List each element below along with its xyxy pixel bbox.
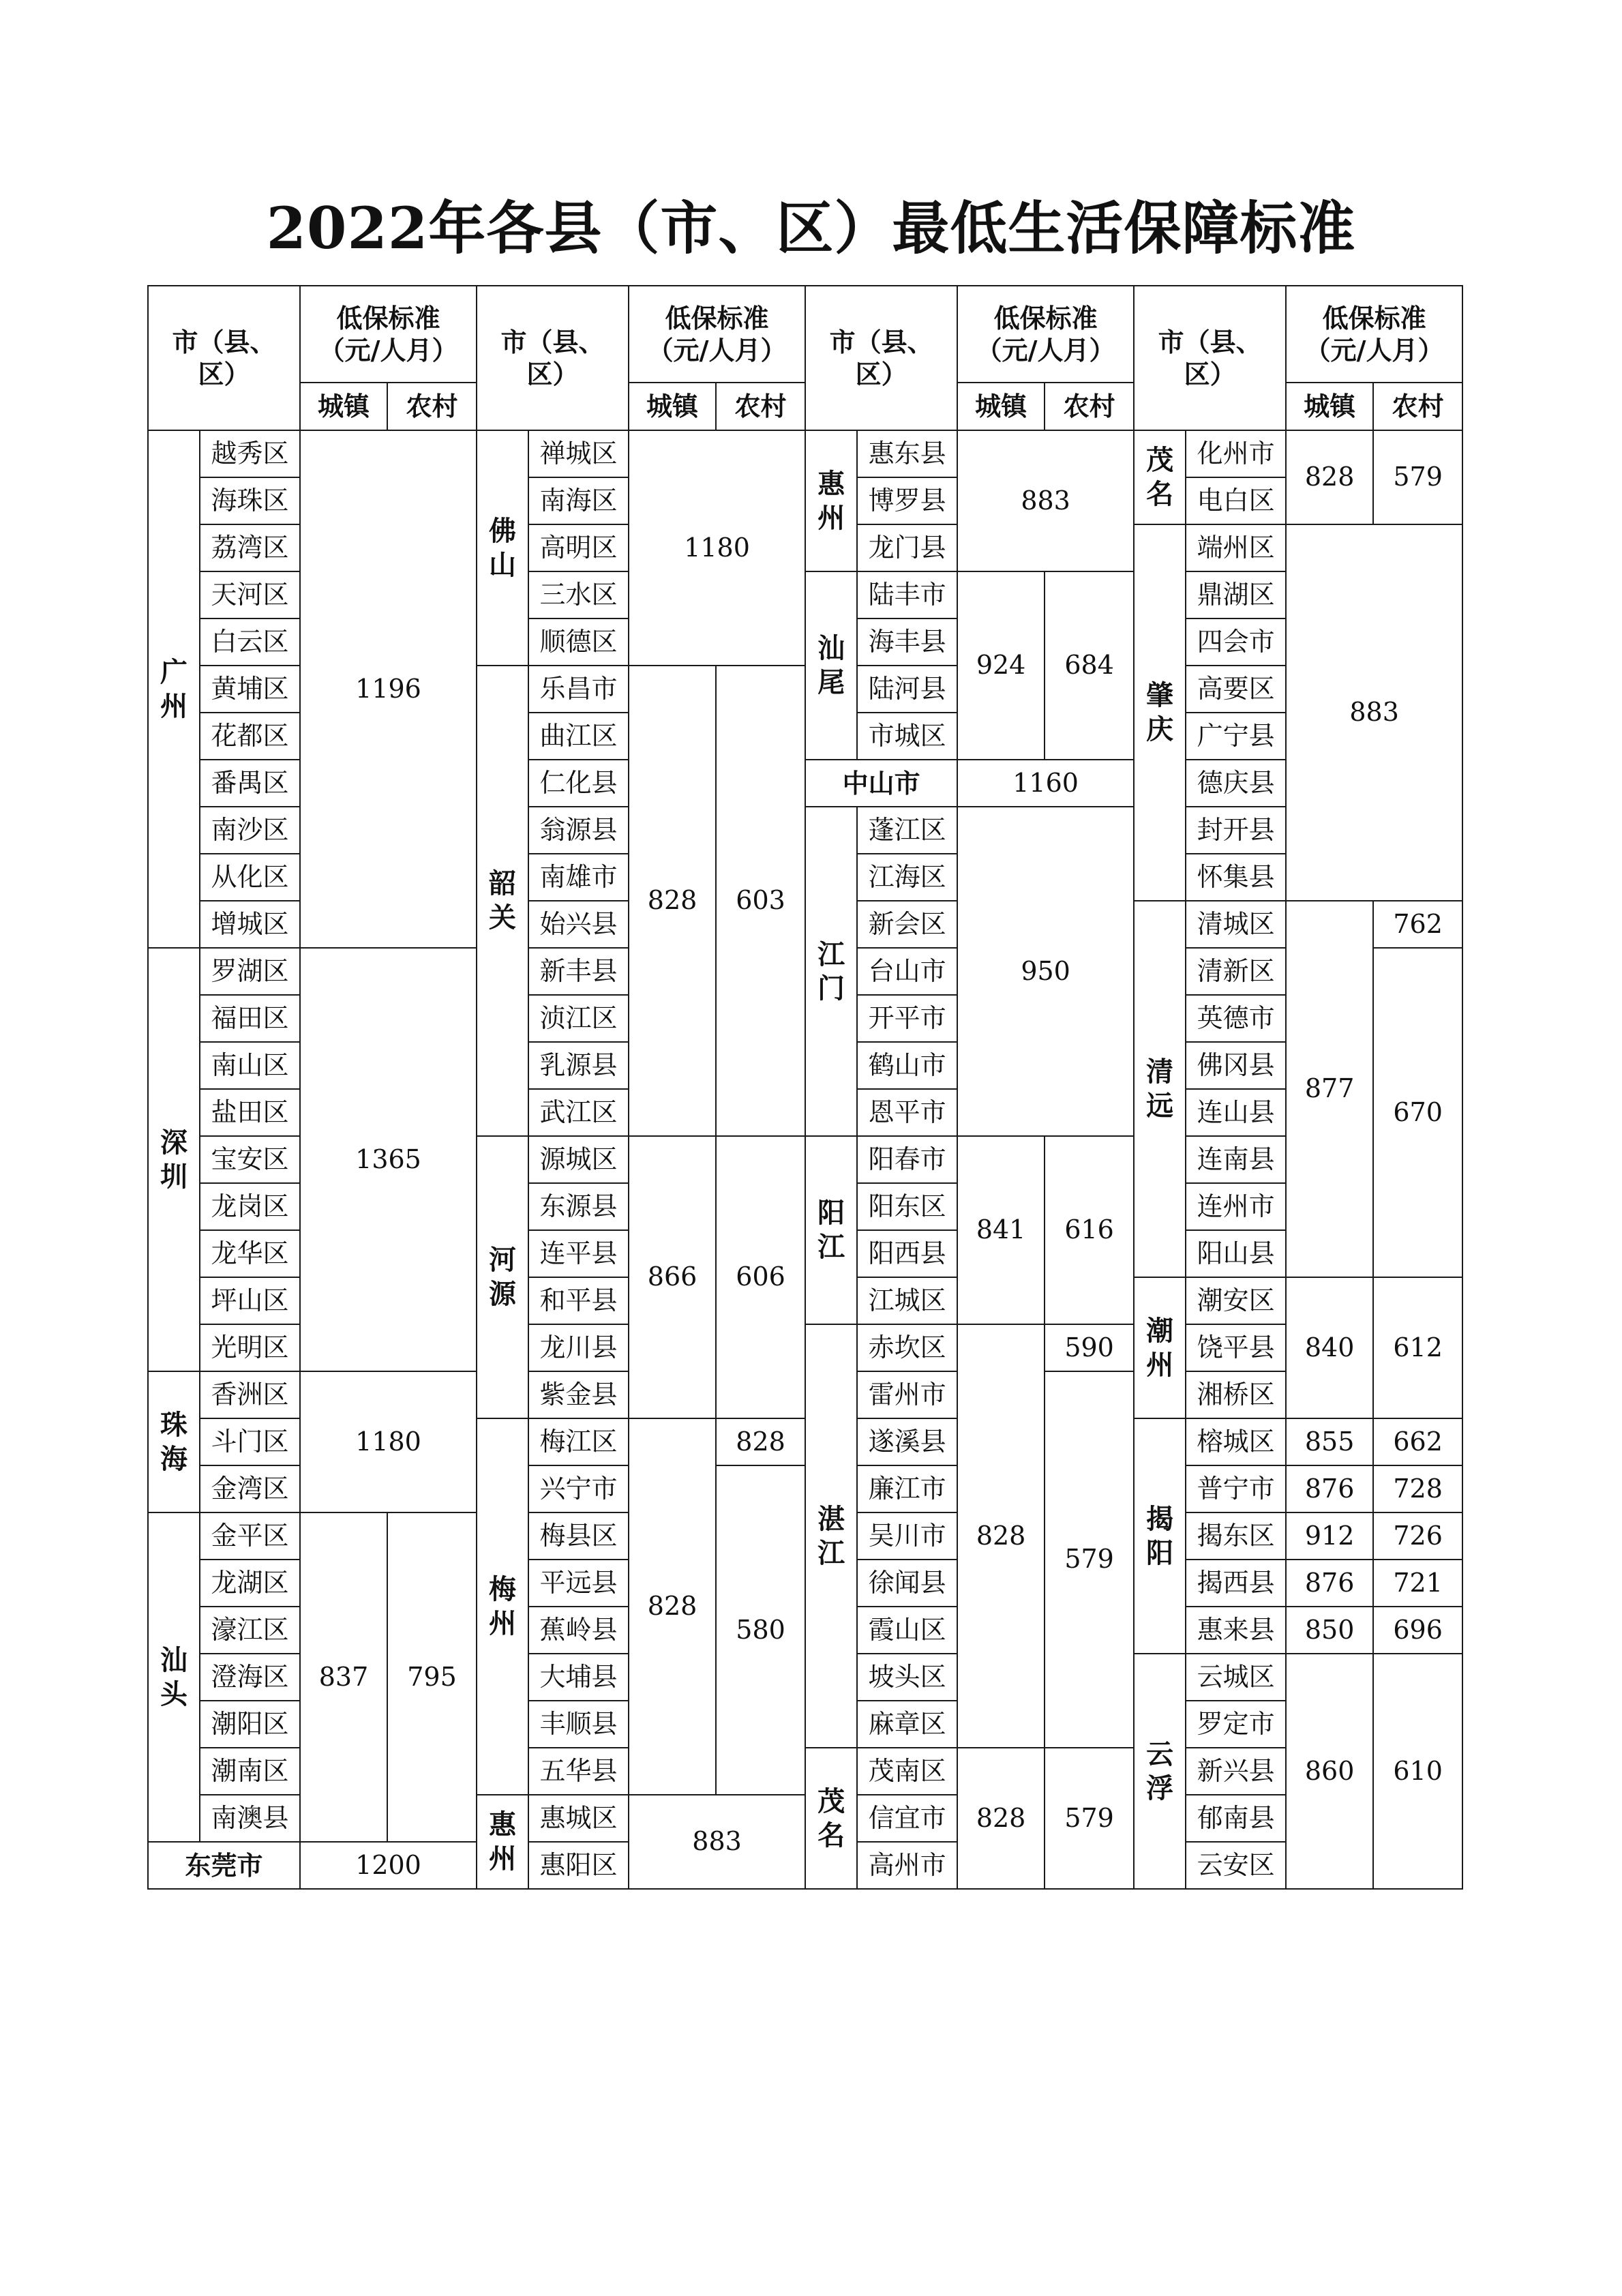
heyuan-rural: 606: [716, 1136, 805, 1418]
district-cell: 惠东县: [857, 430, 957, 477]
district-cell: 坡头区: [857, 1654, 957, 1701]
standard-header: 低保标准 （元/人月）: [957, 286, 1134, 383]
district-cell: 廉江市: [857, 1465, 957, 1512]
district-cell: 德庆县: [1186, 760, 1286, 807]
district-cell: 恩平市: [857, 1089, 957, 1136]
district-cell: 龙门县: [857, 524, 957, 571]
rural-header: 农村: [1045, 383, 1134, 430]
district-cell: 江海区: [857, 854, 957, 901]
district-cell: 曲江区: [528, 713, 629, 760]
district-cell: 罗湖区: [200, 948, 300, 995]
district-cell: 榕城区: [1186, 1418, 1286, 1465]
district-cell: 潮安区: [1186, 1277, 1286, 1324]
meizhou-urban: 828: [629, 1418, 716, 1795]
district-cell: 禅城区: [528, 430, 629, 477]
city-maoming-col3: 茂名: [805, 1748, 857, 1889]
district-cell: 端州区: [1186, 524, 1286, 571]
district-cell: 霞山区: [857, 1607, 957, 1654]
district-cell: 普宁市: [1186, 1465, 1286, 1512]
district-cell: 惠阳区: [528, 1842, 629, 1889]
district-cell: 丰顺县: [528, 1701, 629, 1748]
district-cell: 饶平县: [1186, 1324, 1286, 1371]
meijiang-rural: 828: [716, 1418, 805, 1465]
district-cell: 越秀区: [200, 430, 300, 477]
district-cell: 乳源县: [528, 1042, 629, 1089]
jieyang-rural: 696: [1373, 1607, 1462, 1654]
district-cell: 怀集县: [1186, 854, 1286, 901]
district-cell: 遂溪县: [857, 1418, 957, 1465]
district-cell: 清城区: [1186, 901, 1286, 948]
district-cell: 英德市: [1186, 995, 1286, 1042]
city-huizhou: 惠州: [805, 430, 857, 571]
district-cell: 徐闻县: [857, 1560, 957, 1607]
district-cell: 惠城区: [528, 1795, 629, 1842]
city-zhanjiang: 湛江: [805, 1324, 857, 1748]
district-cell: 连州市: [1186, 1183, 1286, 1230]
city-shantou: 汕头: [148, 1512, 200, 1842]
district-cell: 蕉岭县: [528, 1607, 629, 1654]
district-cell: 龙岗区: [200, 1183, 300, 1230]
dongguan-standard: 1200: [300, 1842, 477, 1889]
district-cell: 阳西县: [857, 1230, 957, 1277]
district-cell: 南雄市: [528, 854, 629, 901]
district-cell: 罗定市: [1186, 1701, 1286, 1748]
district-cell: 蓬江区: [857, 807, 957, 854]
shaoguan-rural: 603: [716, 666, 805, 1136]
district-cell: 龙湖区: [200, 1560, 300, 1607]
district-cell: 荔湾区: [200, 524, 300, 571]
district-cell: 高要区: [1186, 666, 1286, 713]
yangjiang-rural: 616: [1045, 1136, 1134, 1324]
district-cell: 三水区: [528, 571, 629, 618]
chaozhou-urban: 840: [1286, 1277, 1373, 1418]
jieyang-rural: 721: [1373, 1560, 1462, 1607]
standard-header: 低保标准 （元/人月）: [1286, 286, 1462, 383]
district-cell: 仁化县: [528, 760, 629, 807]
city-meizhou: 梅州: [477, 1418, 528, 1795]
district-cell: 增城区: [200, 901, 300, 948]
district-cell: 梅江区: [528, 1418, 629, 1465]
district-cell: 陆丰市: [857, 571, 957, 618]
district-cell: 斗门区: [200, 1418, 300, 1465]
district-cell: 始兴县: [528, 901, 629, 948]
district-cell: 高明区: [528, 524, 629, 571]
district-cell: 白云区: [200, 618, 300, 666]
district-cell: 广宁县: [1186, 713, 1286, 760]
rural-header: 农村: [716, 383, 805, 430]
jieyang-rural: 728: [1373, 1465, 1462, 1512]
maoming-urban-col3: 828: [957, 1748, 1045, 1889]
district-cell: 南山区: [200, 1042, 300, 1089]
district-cell: 江城区: [857, 1277, 957, 1324]
city-dongguan: 东莞市: [148, 1842, 300, 1889]
district-cell: 南澳县: [200, 1795, 300, 1842]
district-cell: 源城区: [528, 1136, 629, 1183]
district-cell: 平远县: [528, 1560, 629, 1607]
district-cell: 阳东区: [857, 1183, 957, 1230]
rural-header: 农村: [387, 383, 477, 430]
district-cell: 坪山区: [200, 1277, 300, 1324]
district-cell: 香洲区: [200, 1371, 300, 1418]
district-cell: 陆河县: [857, 666, 957, 713]
district-cell: 市城区: [857, 713, 957, 760]
district-cell: 信宜市: [857, 1795, 957, 1842]
jieyang-urban: 876: [1286, 1465, 1373, 1512]
zhaoqing-standard: 883: [1286, 524, 1462, 901]
shenzhen-standard: 1365: [300, 948, 477, 1371]
district-cell: 翁源县: [528, 807, 629, 854]
district-cell: 黄埔区: [200, 666, 300, 713]
rural-header: 农村: [1373, 383, 1462, 430]
district-cell: 福田区: [200, 995, 300, 1042]
district-cell: 紫金县: [528, 1371, 629, 1418]
shaoguan-urban: 828: [629, 666, 716, 1136]
district-cell: 开平市: [857, 995, 957, 1042]
urban-header: 城镇: [629, 383, 716, 430]
city-heyuan: 河源: [477, 1136, 528, 1418]
city-zhuhai: 珠海: [148, 1371, 200, 1512]
district-cell: 兴宁市: [528, 1465, 629, 1512]
zhanjiang-rural: 579: [1045, 1371, 1134, 1748]
district-cell: 云城区: [1186, 1654, 1286, 1701]
chaozhou-rural: 612: [1373, 1277, 1462, 1418]
yangjiang-urban: 841: [957, 1136, 1045, 1324]
district-cell: 龙川县: [528, 1324, 629, 1371]
region-header: 市（县、 区）: [805, 286, 957, 430]
shantou-urban: 837: [300, 1512, 387, 1842]
jieyang-rural: 726: [1373, 1512, 1462, 1560]
maoming-rural-col4: 579: [1373, 430, 1462, 524]
city-chaozhou: 潮州: [1134, 1277, 1186, 1418]
qingyuan-rural: 670: [1373, 948, 1462, 1277]
city-yangjiang: 阳江: [805, 1136, 857, 1324]
district-cell: 顺德区: [528, 618, 629, 666]
district-cell: 大埔县: [528, 1654, 629, 1701]
district-cell: 化州市: [1186, 430, 1286, 477]
district-cell: 光明区: [200, 1324, 300, 1371]
district-cell: 新丰县: [528, 948, 629, 995]
district-cell: 花都区: [200, 713, 300, 760]
heyuan-urban: 866: [629, 1136, 716, 1418]
district-cell: 连山县: [1186, 1089, 1286, 1136]
district-cell: 和平县: [528, 1277, 629, 1324]
district-cell: 金平区: [200, 1512, 300, 1560]
district-cell: 鼎湖区: [1186, 571, 1286, 618]
district-cell: 连南县: [1186, 1136, 1286, 1183]
district-cell: 湘桥区: [1186, 1371, 1286, 1418]
chikan-rural: 590: [1045, 1324, 1134, 1371]
page-title: 2022年各县（市、区）最低生活保障标准: [266, 194, 1356, 262]
jieyang-urban: 912: [1286, 1512, 1373, 1560]
district-cell: 清新区: [1186, 948, 1286, 995]
district-cell: 吴川市: [857, 1512, 957, 1560]
city-jiangmen: 江门: [805, 807, 857, 1136]
district-cell: 郁南县: [1186, 1795, 1286, 1842]
district-cell: 南沙区: [200, 807, 300, 854]
district-cell: 东源县: [528, 1183, 629, 1230]
zhongshan-standard: 1160: [957, 760, 1134, 807]
district-cell: 电白区: [1186, 477, 1286, 524]
district-cell: 海珠区: [200, 477, 300, 524]
district-cell: 宝安区: [200, 1136, 300, 1183]
jieyang-urban: 855: [1286, 1418, 1373, 1465]
district-cell: 盐田区: [200, 1089, 300, 1136]
district-cell: 从化区: [200, 854, 300, 901]
district-cell: 潮南区: [200, 1748, 300, 1795]
guangzhou-standard: 1196: [300, 430, 477, 948]
huizhou-standard-col2: 883: [629, 1795, 805, 1889]
city-zhaoqing: 肇庆: [1134, 524, 1186, 901]
district-cell: 高州市: [857, 1842, 957, 1889]
urban-header: 城镇: [957, 383, 1045, 430]
district-cell: 鹤山市: [857, 1042, 957, 1089]
district-cell: 南海区: [528, 477, 629, 524]
yunfu-urban: 860: [1286, 1654, 1373, 1889]
district-cell: 新兴县: [1186, 1748, 1286, 1795]
shanwei-urban: 924: [957, 571, 1045, 760]
district-cell: 龙华区: [200, 1230, 300, 1277]
district-cell: 澄海区: [200, 1654, 300, 1701]
district-cell: 封开县: [1186, 807, 1286, 854]
district-cell: 五华县: [528, 1748, 629, 1795]
district-cell: 濠江区: [200, 1607, 300, 1654]
subsistence-standard-table: [147, 285, 1463, 1890]
zhuhai-standard: 1180: [300, 1371, 477, 1512]
city-zhongshan: 中山市: [805, 760, 957, 807]
shantou-rural: 795: [387, 1512, 477, 1842]
district-cell: 武江区: [528, 1089, 629, 1136]
district-cell: 云安区: [1186, 1842, 1286, 1889]
city-maoming-col4: 茂名: [1134, 430, 1186, 524]
district-cell: 新会区: [857, 901, 957, 948]
jieyang-rural: 662: [1373, 1418, 1462, 1465]
city-foshan: 佛山: [477, 430, 528, 666]
district-cell: 潮阳区: [200, 1701, 300, 1748]
district-cell: 乐昌市: [528, 666, 629, 713]
district-cell: 佛冈县: [1186, 1042, 1286, 1089]
qingyuan-urban: 877: [1286, 901, 1373, 1277]
district-cell: 四会市: [1186, 618, 1286, 666]
district-cell: 赤坎区: [857, 1324, 957, 1371]
district-cell: 阳春市: [857, 1136, 957, 1183]
jieyang-urban: 876: [1286, 1560, 1373, 1607]
region-header: 市（县、 区）: [148, 286, 300, 430]
district-cell: 台山市: [857, 948, 957, 995]
district-cell: 揭东区: [1186, 1512, 1286, 1560]
urban-header: 城镇: [300, 383, 387, 430]
district-cell: 梅县区: [528, 1512, 629, 1560]
district-cell: 茂南区: [857, 1748, 957, 1795]
district-cell: 阳山县: [1186, 1230, 1286, 1277]
district-cell: 天河区: [200, 571, 300, 618]
district-cell: 麻章区: [857, 1701, 957, 1748]
standard-header: 低保标准 （元/人月）: [629, 286, 805, 383]
meizhou-rural: 580: [716, 1465, 805, 1795]
district-cell: 揭西县: [1186, 1560, 1286, 1607]
city-guangzhou: 广州: [148, 430, 200, 948]
yunfu-rural: 610: [1373, 1654, 1462, 1889]
city-huizhou-col2: 惠州: [477, 1795, 528, 1889]
urban-header: 城镇: [1286, 383, 1373, 430]
huizhou-standard-col3: 883: [957, 430, 1134, 571]
foshan-standard: 1180: [629, 430, 805, 666]
city-shaoguan: 韶关: [477, 666, 528, 1136]
city-yunfu: 云浮: [1134, 1654, 1186, 1889]
district-cell: 雷州市: [857, 1371, 957, 1418]
maoming-urban-col4: 828: [1286, 430, 1373, 524]
city-shanwei: 汕尾: [805, 571, 857, 760]
city-qingyuan: 清远: [1134, 901, 1186, 1277]
maoming-rural-col3: 579: [1045, 1748, 1134, 1889]
region-header: 市（县、 区）: [477, 286, 629, 430]
region-header: 市（县、 区）: [1134, 286, 1286, 430]
qingcheng-rural: 762: [1373, 901, 1462, 948]
district-cell: 番禺区: [200, 760, 300, 807]
district-cell: 连平县: [528, 1230, 629, 1277]
district-cell: 浈江区: [528, 995, 629, 1042]
district-cell: 金湾区: [200, 1465, 300, 1512]
city-jieyang: 揭阳: [1134, 1418, 1186, 1654]
jiangmen-standard: 950: [957, 807, 1134, 1136]
standard-header: 低保标准 （元/人月）: [300, 286, 477, 383]
city-shenzhen: 深圳: [148, 948, 200, 1371]
district-cell: 惠来县: [1186, 1607, 1286, 1654]
district-cell: 博罗县: [857, 477, 957, 524]
shanwei-rural: 684: [1045, 571, 1134, 760]
zhanjiang-urban: 828: [957, 1324, 1045, 1748]
jieyang-urban: 850: [1286, 1607, 1373, 1654]
district-cell: 海丰县: [857, 618, 957, 666]
